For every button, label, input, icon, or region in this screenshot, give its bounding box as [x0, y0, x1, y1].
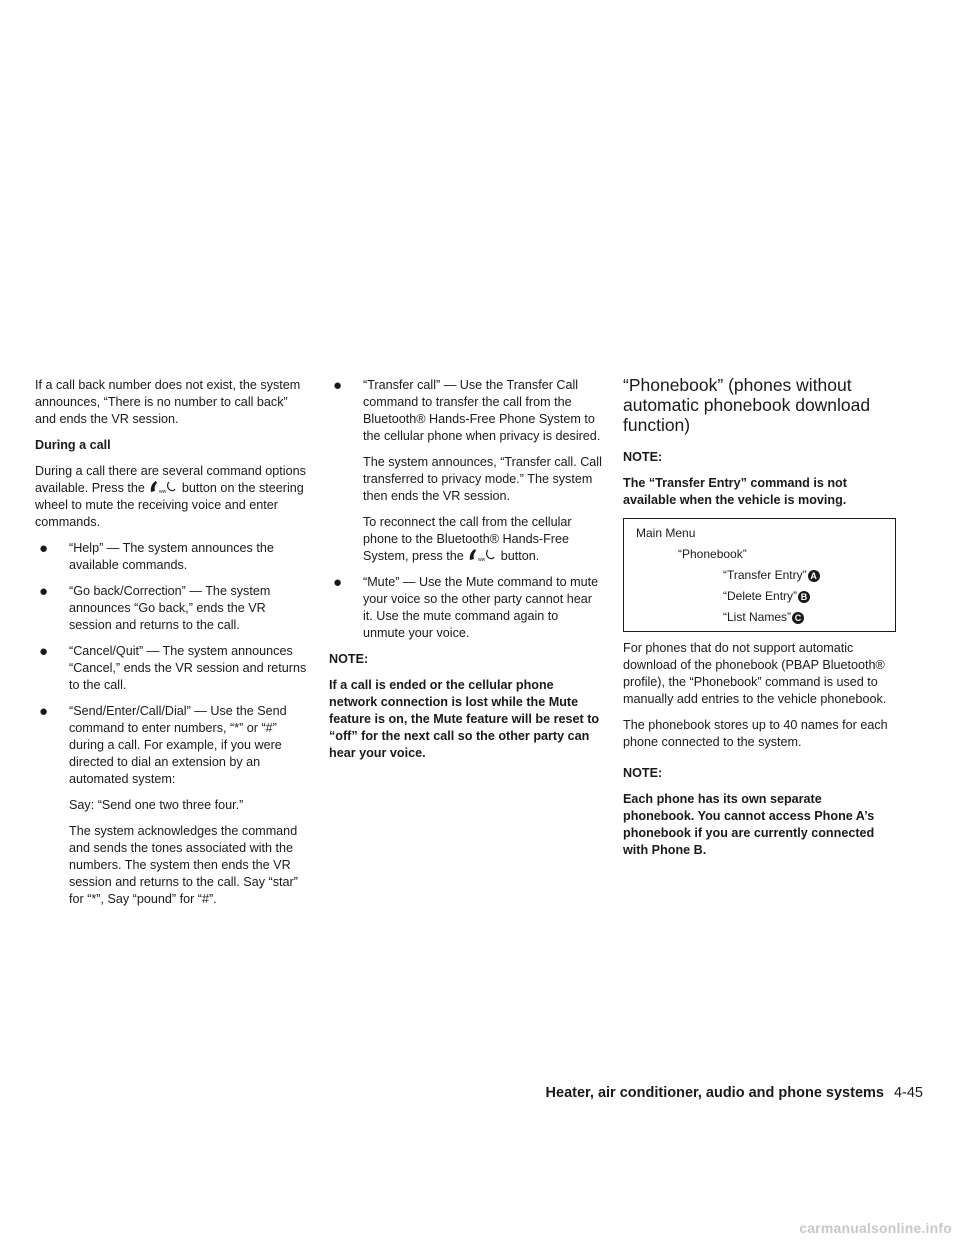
column-right [623, 377, 896, 868]
menu-item-label: “List Names” [723, 610, 792, 624]
marker-a-icon: A [808, 570, 820, 582]
footer-section-title: Heater, air conditioner, audio and phone systems [545, 1085, 884, 1101]
watermark: carmanualsonline.info [799, 1220, 952, 1236]
bullet-help [35, 540, 308, 574]
during-call-heading: During a call [35, 438, 111, 452]
bullet-go-back-text: “Go back/Correction” — The system announces “Go back,” ends the VR session and returns to the call. [69, 584, 271, 632]
svg-text:ww: ww [159, 489, 167, 494]
menu-item-label: “Transfer Entry” [723, 568, 807, 582]
phone-mute-button-icon [467, 548, 497, 562]
bullet-dot-icon: ● [333, 377, 343, 394]
note2-text: Each phone has its own separate phonebook. You cannot access Phone A’s phonebook if you are currently connected with Phone B. [623, 792, 875, 857]
bullet-transfer [329, 377, 602, 445]
bullet-dot-icon: ● [39, 540, 49, 557]
bullet-mute-text: “Mute” — Use the Mute command to mute your voice so the other party cannot hear it. Use the mute command again to unmute your voice. [363, 575, 599, 640]
during-call-text-b: button on the steering wheel to mute the receiving voice and enter commands. [35, 481, 304, 529]
reconnect-text-a: To reconnect the call from the cellular phone to the Bluetooth® Hands-Free System, press the [363, 515, 572, 563]
reconnect-paragraph [329, 514, 602, 565]
bullet-dot-icon: ● [39, 583, 49, 600]
menu-item-label: “Delete Entry” [723, 589, 798, 603]
page-number: 4-45 [893, 1085, 923, 1101]
bullet-help-text: “Help” — The system announces the available commands. [69, 541, 274, 572]
bullet-dot-icon: ● [39, 643, 49, 660]
bullet-go-back [35, 583, 308, 634]
acknowledge-paragraph: The system acknowledges the command and sends the tones associated with the numbers. The system then ends the VR session and returns to the call. Say “star” for “*”, Say “pound” for “#”. [69, 824, 298, 906]
note-label: NOTE: [623, 450, 663, 464]
intro-paragraph: If a call back number does not exist, the system announces, “There is no number to call back” and ends the VR session. [35, 378, 301, 426]
note-text: If a call is ended or the cellular phone network connection is lost while the Mute feature is on, the Mute feature will be reset to “off” for the next call so the other party can hear your voice. [329, 678, 600, 760]
column-left [35, 377, 308, 917]
bullet-dot-icon: ● [333, 574, 343, 591]
menu-item-list-names [636, 607, 883, 628]
transfer-announce: The system announces, “Transfer call. Call transferred to privacy mode.” The system then ends the VR session. [363, 455, 602, 503]
phone-mute-button-icon [148, 480, 178, 494]
page-footer [546, 1085, 923, 1101]
bullet-cancel [35, 643, 308, 694]
section-title: “Phonebook” (phones without automatic phonebook download function) [623, 375, 871, 435]
bullet-send [35, 703, 308, 788]
reconnect-text-b: button. [500, 549, 540, 563]
bullet-transfer-text: “Transfer call” — Use the Transfer Call command to transfer the call from the Bluetooth® Hands-Free Phone System to the cellular phone when privacy is desired. [363, 378, 601, 443]
bullet-mute [329, 574, 602, 642]
say-line: Say: “Send one two three four.” [69, 798, 244, 812]
during-call-text-a: During a call there are several command options available. Press the [35, 464, 306, 495]
marker-c-icon: C [792, 612, 804, 624]
menu-phonebook: “Phonebook” [678, 547, 747, 561]
note-label: NOTE: [329, 652, 369, 666]
phonebook-paragraph-1: For phones that do not support automatic download of the phonebook (PBAP Bluetooth® profile), the “Phonebook” command is used to manually add entries to the vehicle phonebook. [623, 641, 887, 706]
marker-b-icon: B [798, 591, 810, 603]
note2-label: NOTE: [623, 766, 663, 780]
phonebook-paragraph-2: The phonebook stores up to 40 names for each phone connected to the system. [623, 718, 888, 749]
menu-item-delete-entry [636, 586, 883, 607]
bullet-cancel-text: “Cancel/Quit” — The system announces “Cancel,” ends the VR session and returns to the call. [69, 644, 307, 692]
note-text: The “Transfer Entry” command is not available when the vehicle is moving. [623, 476, 847, 507]
svg-text:ww: ww [478, 557, 486, 562]
bullet-send-text: “Send/Enter/Call/Dial” — Use the Send command to enter numbers, “*” or “#” during a call. For example, if you were directed to dial an extension by an automated system: [69, 704, 287, 786]
bullet-dot-icon: ● [39, 703, 49, 720]
column-middle [329, 377, 602, 771]
menu-tree-box [623, 518, 896, 632]
menu-item-transfer-entry [636, 565, 883, 586]
menu-main: Main Menu [636, 526, 696, 540]
during-call-paragraph [35, 463, 308, 531]
